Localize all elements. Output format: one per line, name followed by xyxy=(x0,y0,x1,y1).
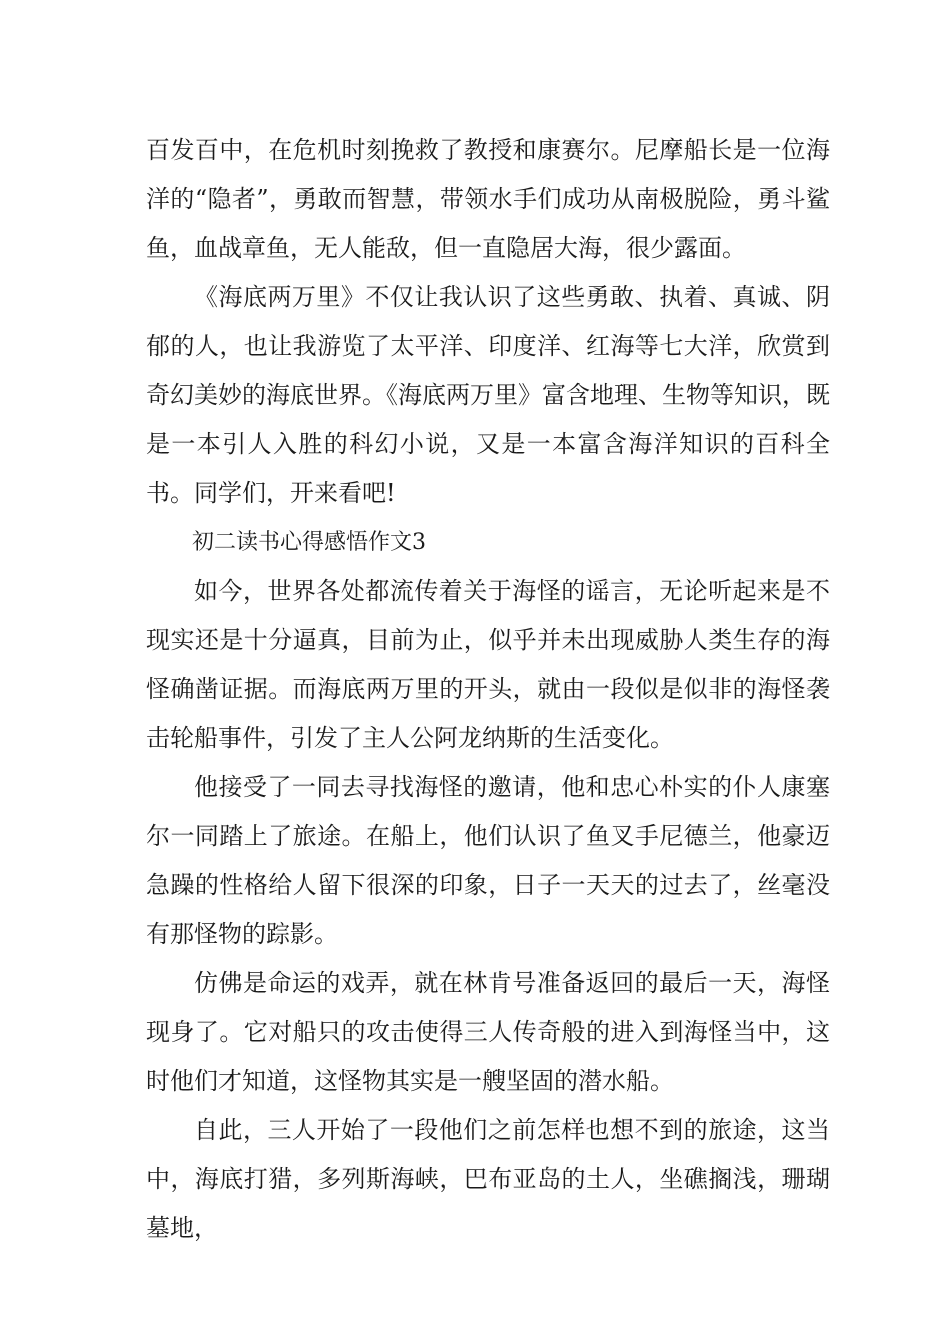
paragraph-3: 如今，世界各处都流传着关于海怪的谣言，无论听起来是不现实还是十分逼真，目前为止，似乎并未出现威胁人类生存的海怪确凿证据。而海底两万里的开头，就由一段似是似非的海怪袭击轮船事件，引发了主人公阿龙纳斯的生活变化。 xyxy=(146,577,830,752)
paragraph-6: 自此，三人开始了一段他们之前怎样也想不到的旅途，这当中，海底打猎，多列斯海峡，巴布亚岛的土人，坐礁搁浅，珊瑚墓地， xyxy=(146,1116,830,1242)
section-heading: 初二读书心得感悟作文3 xyxy=(192,530,426,555)
document-body xyxy=(146,126,830,1253)
paragraph-5: 仿佛是命运的戏弄，就在林肯号准备返回的最后一天，海怪现身了。它对船只的攻击使得三人传奇般的进入到海怪当中，这时他们才知道，这怪物其实是一艘坚固的潜水船。 xyxy=(146,969,830,1095)
paragraph-2: 《海底两万里》不仅让我认识了这些勇敢、执着、真诚、阴郁的人，也让我游览了太平洋、印度洋、红海等七大洋，欣赏到奇幻美妙的海底世界。《海底两万里》富含地理、生物等知识，既是一本引人入胜的科幻小说，又是一本富含海洋知识的百科全书。同学们，开来看吧! xyxy=(146,283,830,507)
paragraph-4: 他接受了一同去寻找海怪的邀请，他和忠心朴实的仆人康塞尔一同踏上了旅途。在船上，他们认识了鱼叉手尼德兰，他豪迈急躁的性格给人留下很深的印象，日子一天天的过去了，丝毫没有那怪物的踪影。 xyxy=(146,773,830,948)
paragraph-1: 百发百中，在危机时刻挽救了教授和康赛尔。尼摩船长是一位海洋的“隐者”，勇敢而智慧，带领水手们成功从南极脱险，勇斗鲨鱼，血战章鱼，无人能敌，但一直隐居大海，很少露面。 xyxy=(146,136,830,262)
